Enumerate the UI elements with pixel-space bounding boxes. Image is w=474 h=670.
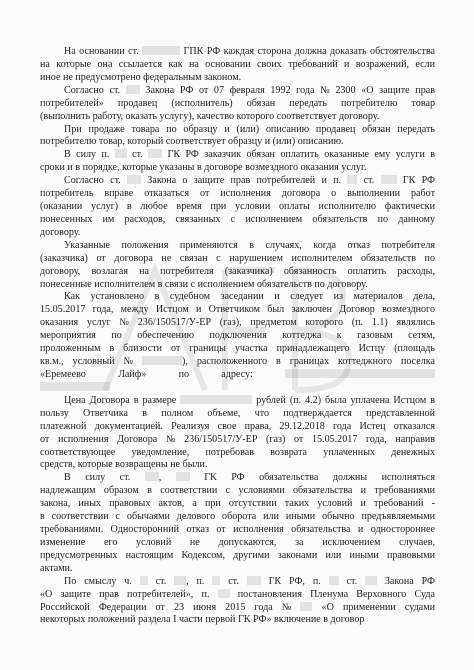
redacted-text — [218, 589, 230, 598]
redacted-text — [148, 149, 162, 158]
text-line — [40, 485, 435, 497]
text-segment: ГК РФ — [396, 175, 436, 186]
text-segment: (выполнить работу, оказать услугу), качество которого соответствует договору. — [40, 111, 380, 122]
text-line — [64, 395, 435, 407]
text-segment: ст. — [338, 576, 365, 587]
text-line — [40, 188, 435, 200]
text-segment: потребитель вправе отказаться от исполнения договора о выполнении работ — [40, 188, 435, 199]
text-segment: понесенных им расходов, связанных с исполнением обязательств по данному — [40, 214, 435, 225]
text-segment: , п. — [186, 576, 213, 587]
text-line — [40, 498, 435, 510]
redacted-text — [115, 149, 127, 158]
text-line — [40, 563, 73, 575]
text-line — [40, 511, 435, 523]
text-line — [40, 253, 435, 265]
text-line — [40, 408, 435, 420]
text-line — [40, 72, 241, 84]
text-segment: ст. — [147, 576, 175, 587]
text-segment: требованиями. Односторонний отказ от исполнения обязательства и одностороннее — [40, 524, 435, 535]
text-line — [40, 98, 435, 110]
text-line — [40, 524, 435, 536]
text-line — [40, 59, 435, 71]
text-segment: При продаже товара по образцу и (или) описанию продавец обязан передать — [64, 124, 435, 135]
text-segment: Согласно ст. — [64, 85, 126, 96]
redacted-text — [247, 576, 261, 585]
redacted-text — [127, 175, 141, 184]
text-line — [40, 317, 435, 329]
text-line — [40, 537, 435, 549]
text-segment: ГПК РФ каждая сторона должна доказать обстоятельства — [180, 46, 435, 57]
text-line — [40, 162, 366, 174]
text-line — [40, 602, 435, 614]
text-segment: ), расположенного в границах коттеджного поселка — [182, 356, 435, 367]
text-segment: предусмотренных настоящим Кодексом, другими законами или иными правовыми — [40, 550, 435, 561]
text-segment: пользу Ответчика в полном объеме, что подтверждается представленной — [40, 408, 435, 419]
text-segment: потребителей» продавец (исполнитель) обязан передать потребителю товар — [40, 98, 435, 109]
text-line — [40, 356, 435, 368]
text-line — [40, 343, 435, 355]
text-segment: иное не предусмотрено федеральным законом. — [40, 72, 242, 83]
text-line — [64, 46, 435, 58]
text-segment: Указанные положения применяются в случаях, когда отказ потребителя — [64, 240, 435, 251]
text-line — [64, 85, 435, 97]
text-segment: на которые она ссылается как на основании своих требований и возражений, если — [40, 59, 435, 70]
redacted-text — [285, 369, 435, 378]
text-line — [40, 330, 435, 342]
text-line — [40, 369, 435, 381]
text-line — [40, 614, 364, 626]
redacted-text — [365, 576, 377, 585]
text-line — [40, 227, 80, 239]
text-segment: Как установлено в судебном заседании и следует из материалов дела, — [64, 291, 435, 302]
redacted-text — [126, 85, 140, 94]
text-segment: надлежащим образом в соответствии с условиями обязательства и требованиями — [40, 485, 435, 496]
text-segment: от исполнения Договора № 236/150517/У-ЕР (газ) от 15.05.2017 года, направив — [40, 434, 435, 445]
text-segment: 15.05.2017 года, между Истцом и Ответчиком был заключен Договор возмездного — [40, 304, 435, 315]
redacted-text — [40, 382, 110, 391]
text-segment: актами. — [40, 563, 73, 574]
text-segment: Закона о защите прав потребителей и п. — [141, 175, 348, 186]
text-segment: рублей (п. 4.2) была уплачена Истцом в — [252, 395, 435, 406]
text-line — [40, 111, 379, 123]
text-line — [64, 472, 435, 484]
text-line — [64, 291, 435, 303]
text-line — [40, 136, 344, 148]
text-segment: ст. — [126, 149, 149, 160]
text-segment: понесенные исполнителем в связи с исполнением обязательств по договору. — [40, 279, 368, 290]
text-segment: кв.м., условный № — [40, 356, 143, 367]
redacted-text — [174, 576, 186, 585]
text-line — [40, 279, 368, 291]
text-line — [40, 550, 435, 562]
text-line — [40, 214, 435, 226]
text-segment: в соответствии с обычаями делового оборота или иными обычно предъявляемыми — [40, 511, 435, 522]
text-line — [40, 304, 435, 316]
text-segment: сроки и в порядке, которые указаны в договоре возмездного оказания услуг. — [40, 162, 367, 173]
text-segment: В силу п. — [64, 149, 115, 160]
text-segment: ГК РФ, п. — [260, 576, 329, 587]
text-segment: постановления Пленума Верховного Суда — [229, 589, 435, 600]
text-segment: Закона РФ от 07 февраля 1992 года № 2300 «О защите прав — [139, 85, 435, 96]
text-segment: На основании ст. — [64, 46, 143, 57]
text-line — [64, 175, 435, 187]
redacted-text — [140, 576, 148, 585]
redacted-text — [142, 46, 180, 55]
text-line — [40, 382, 110, 394]
text-segment: Согласно ст. — [64, 175, 128, 186]
text-segment: «О защите прав потребителей», п. — [40, 589, 218, 600]
text-line — [40, 201, 435, 213]
text-segment: платежной документацией. Реализуя свое права, 29.12.2018 года Истец отказался — [40, 421, 435, 432]
text-line — [64, 240, 435, 252]
text-segment: В силу ст. — [64, 472, 145, 483]
text-segment: ст. — [220, 576, 247, 587]
text-segment: закона, иных правовых актов, а при отсутствии таких условий и требований - — [40, 498, 435, 509]
text-segment: «Еремеево Лайф» по адресу: — [40, 369, 285, 380]
text-segment: договору. — [40, 227, 81, 238]
text-line — [40, 266, 435, 278]
text-segment: (оказании услуг) в любое время при условии оплаты исполнителю фактически — [40, 201, 435, 212]
text-line — [40, 589, 435, 601]
text-line — [64, 124, 435, 136]
text-segment: оказания услуг № 236/150517/У-ЕР (газ), предметом которого (п. 1.1) являлись — [40, 317, 435, 328]
redacted-text — [142, 356, 182, 365]
text-line — [64, 576, 435, 588]
text-segment: ГК РФ обязательства должны исполняться — [189, 472, 435, 483]
text-segment: проложенным в близости от границы участка принадлежащего Истцу (площадь — [40, 343, 435, 354]
text-segment: По смыслу ч. — [64, 576, 140, 587]
text-line — [40, 447, 435, 459]
text-segment: Закона РФ — [377, 576, 436, 587]
redacted-text — [176, 472, 190, 481]
text-segment: Цена Договора в размере — [64, 395, 181, 406]
redacted-text — [145, 472, 159, 481]
text-line — [40, 421, 435, 433]
redacted-text — [347, 175, 357, 184]
text-segment: средств, которые возвращены не были. — [40, 459, 208, 470]
redacted-text — [381, 175, 397, 184]
text-line — [40, 434, 435, 446]
text-segment: потребителю товар, который соответствует образцу и (или) описанию. — [40, 136, 344, 147]
text-segment: (заказчика) от договора не связан с нарушением исполнителем обязательств по — [40, 253, 435, 264]
text-line — [40, 459, 207, 471]
redacted-text — [180, 395, 252, 404]
redacted-text — [300, 602, 312, 611]
text-segment: некоторых положений раздела I части первой ГК РФ» включение в договор — [40, 614, 365, 625]
text-segment: договору, возлагая на потребителя (заказчика) обязанность оплатить расходы, — [40, 266, 435, 277]
text-segment: изменение его условий не допускаются, за исключением случаев, — [40, 537, 435, 548]
redacted-text — [329, 576, 339, 585]
text-line — [64, 149, 435, 161]
text-segment: «О применении судами — [312, 602, 436, 613]
text-segment: , — [158, 472, 176, 483]
text-segment: мероприятия по обеспечению подключения коттеджа к газовым сетям, — [40, 330, 435, 341]
text-segment: ГК РФ заказчик обязан оплатить оказанные ему услуги в — [162, 149, 435, 160]
text-segment: ст. — [357, 175, 381, 186]
text-segment: соответствующее уведомление, потребовав возврата уплаченных денежных — [40, 447, 435, 458]
text-segment: Российской Федерации от 23 июня 2015 года № — [40, 602, 301, 613]
